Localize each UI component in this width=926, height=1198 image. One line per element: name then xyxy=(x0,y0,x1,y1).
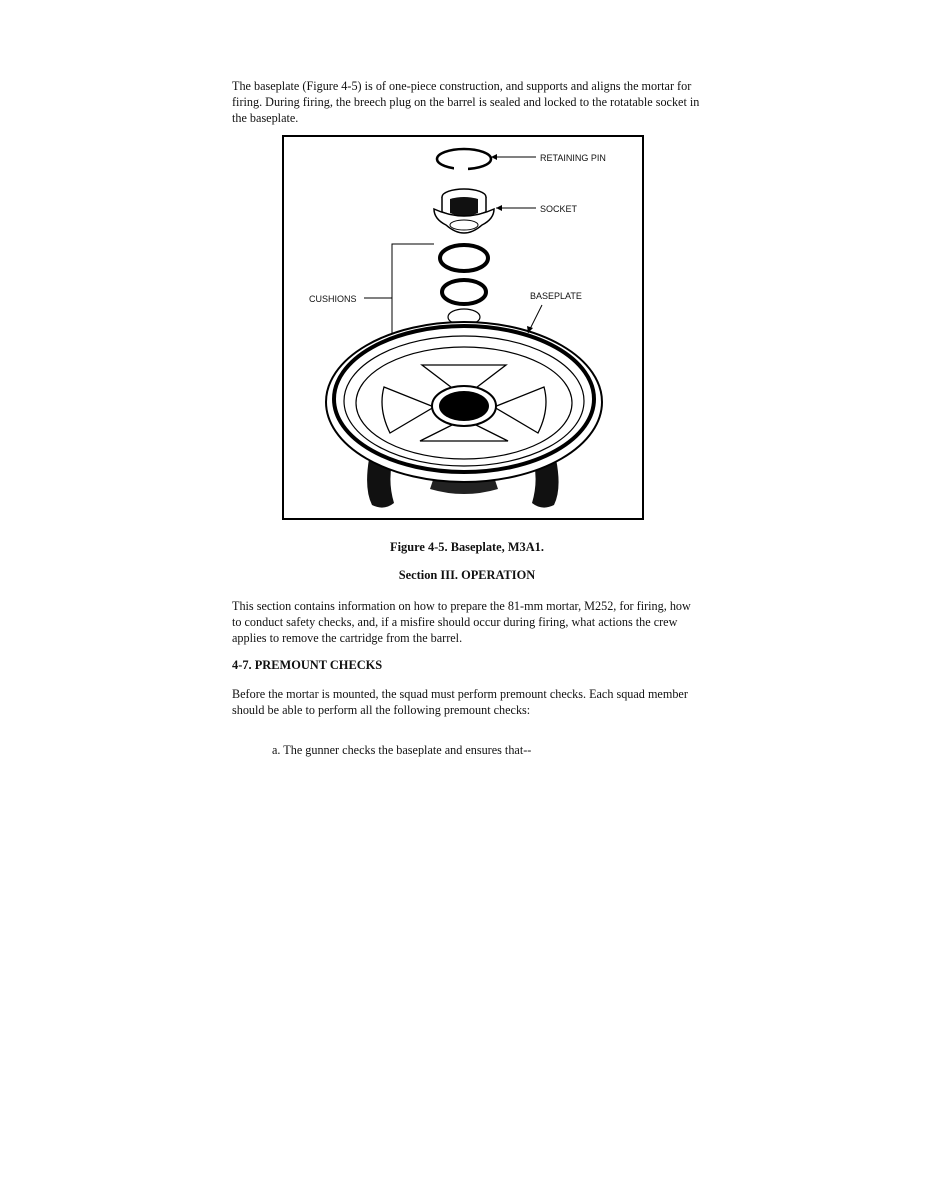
cushions-label: CUSHIONS xyxy=(309,294,357,304)
socket-label: SOCKET xyxy=(540,204,578,214)
intro-paragraph: The baseplate (Figure 4-5) is of one-piece construction, and supports and aligns the mortar for firing. During firing, the breech plug on the barrel is sealed and locked to the rotatable socket in the baseplate. xyxy=(232,79,700,125)
baseplate-figure xyxy=(282,135,644,520)
list-item-a: a. The gunner checks the baseplate and ensures that-- xyxy=(272,743,532,757)
retaining-pin-label: RETAINING PIN xyxy=(540,153,606,163)
baseplate-label: BASEPLATE xyxy=(530,291,582,301)
section-paragraph: This section contains information on how to prepare the 81-mm mortar, M252, for firing, how to conduct safety checks, and, if a misfire should occur during firing, what actions the crew applies to remove the cartridge from the barrel. xyxy=(232,599,691,645)
premount-paragraph: Before the mortar is mounted, the squad must perform premount checks. Each squad member should be able to perform all the following premount checks: xyxy=(232,687,688,717)
figure-caption: Figure 4-5. Baseplate, M3A1. xyxy=(390,540,544,554)
subsection-heading: 4-7. PREMOUNT CHECKS xyxy=(232,658,383,672)
socket-drawing xyxy=(434,189,536,233)
baseplate-drawing xyxy=(326,305,602,508)
baseplate-diagram xyxy=(284,137,642,518)
retaining-pin-drawing xyxy=(437,149,536,171)
section-title: Section III. OPERATION xyxy=(398,568,536,582)
